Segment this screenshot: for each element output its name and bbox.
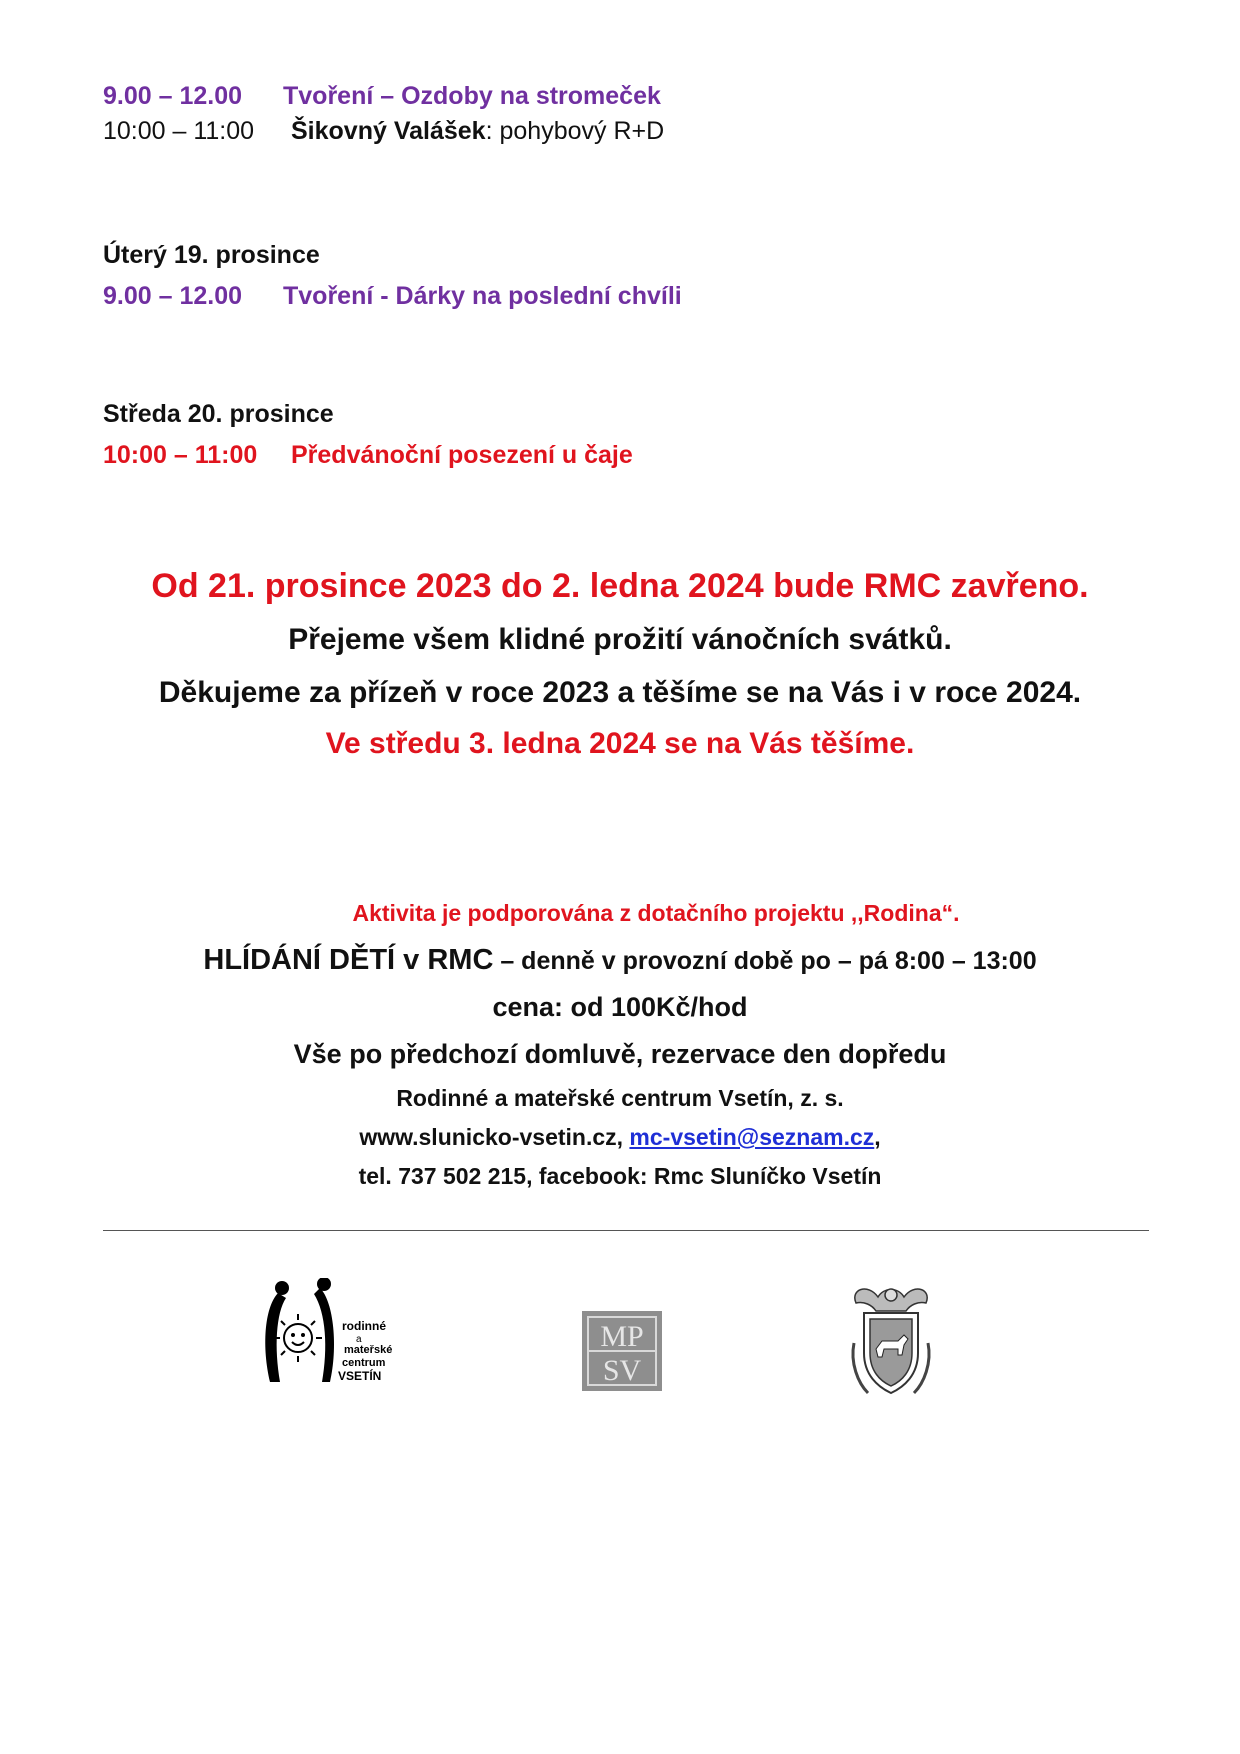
web-email-line (0, 1124, 1240, 1151)
holiday-wish: Přejeme všem klidné prožití vánočních svátků. (288, 623, 952, 656)
vsetin-coat-of-arms (848, 1283, 934, 1401)
mpsv-top: MP (600, 1320, 644, 1353)
mpsv-logo-icon (582, 1311, 662, 1391)
comma: , (874, 1124, 881, 1150)
time: 10:00 – 11:00 (103, 441, 258, 469)
price: cena: od 100Kč/hod (492, 992, 748, 1022)
time: 9.00 – 12.00 (103, 82, 243, 110)
schedule-item-ozdoby (103, 82, 661, 111)
time: 10:00 – 11:00 (103, 117, 255, 145)
mpsv-logo (582, 1311, 662, 1391)
activity-title: Tvoření - Dárky na poslední chvíli (283, 282, 682, 310)
website-link[interactable]: www.slunicko-vsetin.cz, (359, 1124, 630, 1150)
rmc-logo-word-5: VSETÍN (338, 1369, 382, 1383)
support-note: Aktivita je podporována z dotačního projektu ,,Rodina“. (352, 900, 960, 926)
mpsv-bottom: SV (602, 1354, 642, 1387)
vsetin-coat-of-arms-icon (848, 1283, 934, 1401)
reservation-note: Vše po předchozí domluvě, rezervace den dopředu (293, 1039, 947, 1069)
rmc-logo-word-1: rodinné (342, 1319, 386, 1333)
rmc-logo-word-3: mateřské (344, 1344, 393, 1356)
rmc-logo (258, 1278, 418, 1392)
babysitting-line (0, 944, 1240, 977)
divider (103, 1230, 1149, 1231)
closure-notice: Od 21. prosince 2023 do 2. ledna 2024 bude RMC zavřeno. (151, 567, 1089, 605)
day-heading-tuesday: Úterý 19. prosince (103, 241, 320, 269)
rmc-logo-icon (258, 1278, 418, 1392)
email-link[interactable]: mc-vsetin@seznam.cz (629, 1124, 875, 1150)
activity-title: Tvoření – Ozdoby na stromeček (283, 82, 661, 110)
day-heading-wednesday: Středa 20. prosince (103, 400, 334, 428)
schedule-item-darky (103, 282, 682, 311)
babysitting-title: HLÍDÁNÍ DĚTÍ v RMC (203, 944, 494, 976)
thanks-text: Děkujeme za přízeň v roce 2023 a těšíme se na Vás i v roce 2024. (158, 676, 1082, 709)
reopen-notice: Ve středu 3. ledna 2024 se na Vás těšíme. (325, 727, 915, 760)
babysitting-hours: – denně v provozní době po – pá 8:00 – 13:00 (493, 947, 1037, 975)
activity-title: Šikovný Valášek (291, 117, 486, 145)
organization-name: Rodinné a mateřské centrum Vsetín, z. s. (396, 1085, 844, 1111)
schedule-item-valasek (103, 117, 664, 146)
rmc-logo-word-2: a (356, 1334, 362, 1345)
time: 9.00 – 12.00 (103, 282, 243, 310)
activity-title: Předvánoční posezení u čaje (291, 441, 633, 469)
contact-line: tel. 737 502 215, facebook: Rmc Sluníčko Vsetín (358, 1163, 882, 1189)
activity-desc: : pohybový R+D (485, 117, 665, 145)
rmc-logo-word-4: centrum (342, 1357, 386, 1369)
schedule-item-posezeni (103, 441, 633, 470)
